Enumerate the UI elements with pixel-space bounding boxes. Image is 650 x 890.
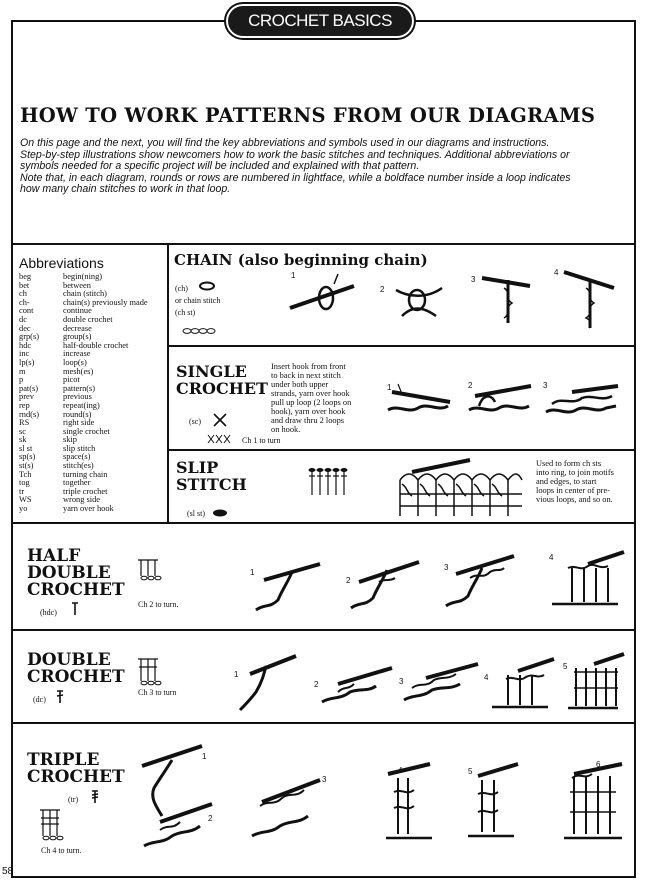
sc-abbr: (sc) (189, 417, 201, 426)
abbreviation-meaning: increase (63, 349, 91, 359)
abbreviation-key: lp(s) (19, 357, 35, 367)
abbreviation-meaning: space(s) (63, 452, 91, 462)
abbreviation-meaning: group(s) (63, 332, 92, 342)
divider (167, 345, 636, 347)
divider (11, 522, 636, 524)
abbreviation-meaning: pattern(s) (63, 383, 96, 393)
sc-row-icon (207, 434, 237, 444)
abbreviation-meaning: slip stitch (63, 443, 96, 453)
dc-step4-illustration (488, 657, 558, 712)
abbreviations-heading: Abbreviations (19, 255, 104, 271)
abbreviation-key: sp(s) (19, 452, 36, 462)
chain-step3-illustration (478, 268, 538, 328)
step-number: 5 (468, 767, 473, 776)
hdc-abbr: (hdc) (40, 608, 57, 617)
chain-title: CHAIN (also beginning chain) (174, 251, 428, 269)
divider (11, 243, 636, 245)
abbreviation-key: sk (19, 435, 27, 445)
description-line: and edges, to start (536, 477, 597, 486)
dc-step5-illustration (564, 652, 624, 712)
step-number: 1 (250, 568, 255, 577)
intro-text (20, 138, 625, 196)
description-line: into ring, to join motifs (536, 468, 614, 477)
hdc-row-icon (138, 556, 166, 582)
abbreviation-key: RS (19, 418, 30, 428)
divider (167, 243, 169, 523)
hdc-step4-illustration (548, 548, 628, 608)
dc-title-1: DOUBLE (27, 650, 111, 670)
chain-abbr: (ch) (175, 284, 188, 293)
abbreviation-row (19, 428, 148, 437)
sc-turn-label: Ch 1 to turn (242, 436, 281, 445)
abbreviation-meaning: right side (63, 418, 95, 428)
sc-description (271, 362, 363, 434)
sc-step1-illustration (384, 380, 454, 420)
step-number: 3 (444, 563, 449, 572)
dc-row-icon (138, 655, 166, 689)
description-line: Used to form ch sts (536, 459, 602, 468)
abbreviation-row (19, 505, 148, 514)
abbreviation-meaning: between (63, 280, 91, 290)
dc-step1-illustration (236, 652, 306, 712)
tr-abbr: (tr) (68, 795, 79, 804)
dc-title-2: CROCHET (27, 667, 125, 687)
abbreviation-meaning: yarn over hook (63, 504, 114, 514)
tr-step6-illustration (560, 762, 630, 842)
abbreviation-key: ch- (19, 297, 30, 307)
abbreviation-meaning: triple crochet (63, 486, 108, 496)
chain-step2-illustration (392, 280, 452, 320)
tr-title-2: CROCHET (27, 767, 125, 787)
step-number: 4 (554, 268, 559, 277)
dc-abbr: (dc) (33, 695, 46, 704)
abbreviations-list (19, 273, 148, 514)
abbreviation-meaning: skip (63, 435, 77, 445)
abbreviation-meaning: together (63, 478, 91, 488)
abbreviation-meaning: single crochet (63, 426, 110, 436)
abbreviation-key: grp(s) (19, 332, 40, 342)
tr-step4-illustration (380, 762, 440, 842)
intro-line: On this page and the next, you will find the key abbreviations and symbols used in our diagrams and instructions. (20, 137, 550, 149)
tr-step3-illustration (248, 762, 328, 842)
abbreviation-meaning: stitch(es) (63, 461, 94, 471)
abbreviation-meaning: turning chain (63, 469, 108, 479)
section-banner: CROCHET BASICS (228, 6, 412, 36)
abbreviation-key: p (19, 375, 24, 385)
intro-line: Step-by-step illustrations show newcomers how to work the basic stitches and techniques. Additional abbreviations or (20, 148, 570, 161)
abbreviation-key: bet (19, 280, 30, 290)
slst-title-1: SLIP (176, 458, 219, 477)
abbreviation-key: Tch (19, 469, 32, 479)
tr-row-icon (40, 806, 68, 846)
description-line: strands, yarn over hook (271, 389, 350, 398)
abbreviation-key: tr (19, 486, 25, 496)
abbreviation-meaning: double crochet (63, 314, 113, 324)
chain-label-3: (ch st) (175, 308, 196, 317)
abbreviation-meaning: chain (stitch) (63, 289, 107, 299)
chain-step1-illustration (290, 278, 360, 318)
step-number: 1 (234, 670, 239, 679)
intro-line: Note that, in each diagram, rounds or rows are numbered in lightface, while a boldface number inside a loop indicates (20, 171, 571, 184)
step-number: 2 (346, 576, 351, 585)
sc-title-2: CROCHET (176, 379, 268, 398)
tr-step5-illustration (462, 760, 522, 840)
abbreviation-key: dec (19, 323, 31, 333)
slst-illustration (396, 458, 526, 520)
abbreviation-meaning: half-double crochet (63, 340, 129, 350)
tr-turn-label: Ch 4 to turn. (41, 846, 82, 855)
slst-symbol-icon (212, 509, 228, 517)
step-number: 1 (202, 752, 207, 761)
abbreviation-meaning: decrease (63, 323, 92, 333)
intro-line: symbols needed for a specific project will be included and explained with that pattern. (20, 160, 420, 172)
dc-symbol-icon (56, 690, 64, 704)
page-number: 58 (2, 866, 14, 877)
chain-label-2: or chain stitch (175, 296, 221, 305)
step-number: 6 (596, 760, 601, 769)
abbreviation-key: hdc (19, 340, 32, 350)
step-number: 5 (563, 662, 568, 671)
dc-turn-label: Ch 3 to turn (138, 688, 177, 697)
hdc-turn-label: Ch 2 to turn. (138, 600, 179, 609)
step-number: 1 (387, 383, 392, 392)
abbreviation-meaning: previous (63, 392, 92, 402)
description-line: on hook. (271, 425, 301, 434)
step-number: 2 (380, 285, 385, 294)
abbreviation-key: beg (19, 272, 32, 281)
step-number: 3 (399, 677, 404, 686)
hdc-title-3: CROCHET (27, 580, 125, 600)
tr-title-1: TRIPLE (27, 750, 100, 770)
abbreviation-meaning: round(s) (63, 409, 92, 419)
divider (167, 449, 636, 451)
sc-step2-illustration (465, 380, 535, 420)
abbreviation-meaning: begin(ning) (63, 272, 103, 281)
page-title: HOW TO WORK PATTERNS FROM OUR DIAGRAMS (20, 104, 596, 127)
abbreviation-key: yo (19, 504, 28, 514)
step-number: 3 (543, 381, 548, 390)
dc-step2-illustration (316, 662, 396, 712)
hdc-step2-illustration (345, 552, 425, 612)
slst-title-2: STITCH (176, 475, 247, 494)
description-line: Insert hook from front (271, 362, 346, 371)
slst-description (536, 459, 628, 504)
description-line: loops in center of pre- (536, 486, 610, 495)
description-line: and draw thru 2 loops (271, 416, 345, 425)
step-number: 2 (208, 814, 213, 823)
hdc-step3-illustration (440, 550, 520, 610)
abbreviation-meaning: mesh(es) (63, 366, 94, 376)
step-number: 4 (549, 553, 554, 562)
tr-step2-illustration (140, 800, 220, 850)
hdc-symbol-icon (71, 602, 79, 616)
abbreviation-meaning: chain(s) previously made (63, 297, 148, 307)
step-number: 2 (468, 381, 473, 390)
divider (11, 722, 636, 724)
abbreviation-key: tog (19, 478, 30, 488)
description-line: vious loops, and so on. (536, 495, 613, 504)
abbreviation-key: rep (19, 400, 30, 410)
abbreviation-meaning: continue (63, 306, 92, 316)
sc-symbol-icon (213, 413, 227, 427)
abbreviation-key: sc (19, 426, 26, 436)
description-line: under both upper (271, 380, 329, 389)
dc-step3-illustration (400, 662, 480, 712)
sc-step3-illustration (542, 382, 622, 422)
abbreviation-key: prev (19, 392, 34, 402)
hdc-title-2: DOUBLE (27, 563, 111, 583)
chain-step4-illustration (560, 266, 620, 331)
abbreviation-key: rnd(s) (19, 409, 40, 419)
hdc-title-1: HALF (27, 546, 81, 566)
hdc-step1-illustration (250, 554, 330, 614)
abbreviation-meaning: loop(s) (63, 357, 87, 367)
step-number: 1 (291, 271, 296, 280)
abbreviation-meaning: wrong side (63, 495, 100, 505)
step-number: 3 (471, 275, 476, 284)
description-line: hook), yarn over hook (271, 407, 346, 416)
step-number: 3 (322, 775, 327, 784)
slst-abbr: (sl st) (187, 509, 205, 518)
abbreviation-meaning: picot (63, 375, 80, 385)
step-number: 4 (484, 673, 489, 682)
abbreviation-key: sl st (19, 443, 33, 453)
slst-symbol-row-icon (308, 467, 356, 497)
chain-row-icon (183, 326, 219, 336)
sc-title-1: SINGLE (176, 362, 247, 381)
abbreviation-key: m (19, 366, 26, 376)
intro-line: how many chain stitches to work in that loop. (20, 183, 231, 195)
abbreviation-key: inc (19, 349, 30, 359)
abbreviation-key: dc (19, 314, 27, 324)
step-number: 2 (314, 680, 319, 689)
divider (11, 629, 636, 631)
chain-symbol-icon (199, 281, 219, 291)
abbreviation-key: WS (19, 495, 32, 505)
abbreviation-row (19, 368, 148, 377)
abbreviation-key: st(s) (19, 461, 34, 471)
abbreviation-key: ch (19, 289, 27, 299)
tr-symbol-icon (91, 790, 99, 804)
abbreviation-key: cont (19, 306, 34, 316)
description-line: to back in next stitch (271, 371, 341, 380)
description-line: pull up loop (2 loops on (271, 398, 352, 407)
abbreviation-meaning: repeat(ing) (63, 400, 100, 410)
abbreviation-key: pat(s) (19, 383, 39, 393)
